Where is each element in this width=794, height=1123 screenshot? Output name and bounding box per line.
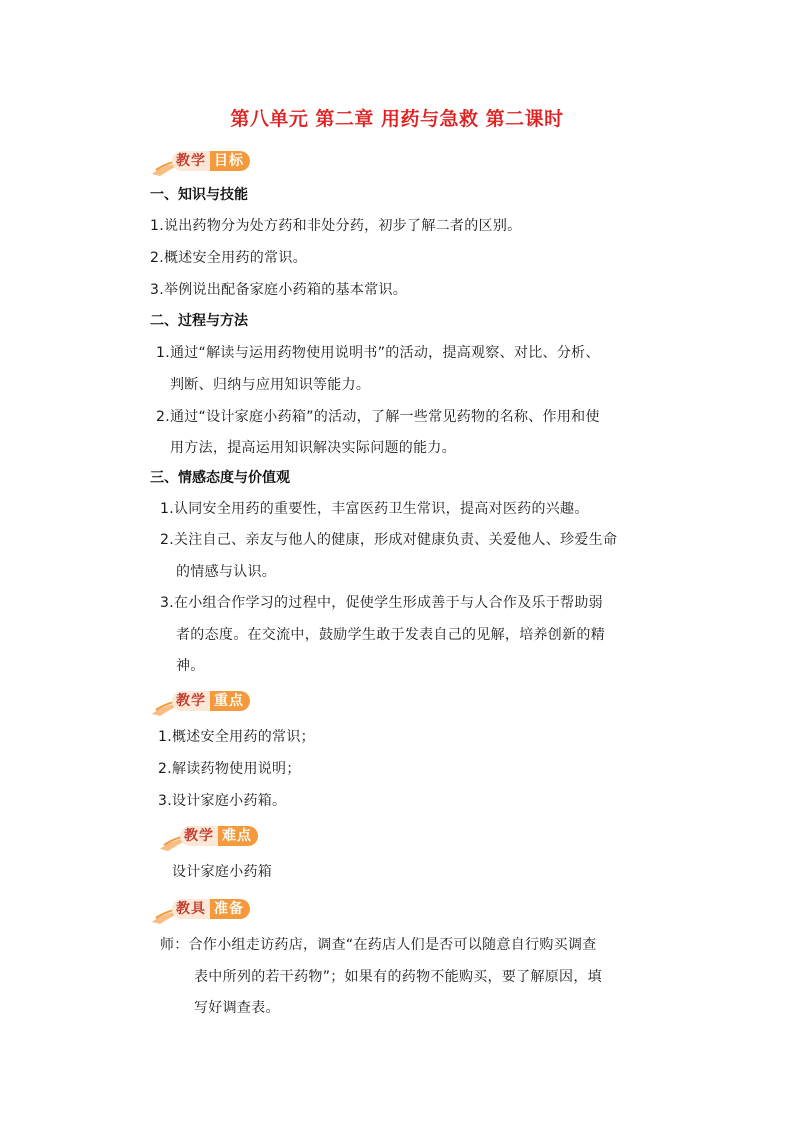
text-line: 的情感与认识。: [176, 564, 277, 580]
text-line: 1.通过“解读与运用药物使用说明书”的活动，提高观察、对比、分析、: [156, 345, 600, 361]
text-line: 2.关注自己、亲友与他人的健康，形成对健康负责、关爱他人、珍爱生命: [160, 532, 618, 548]
badge-label-part1: 教学: [176, 693, 206, 709]
text-line: 判断、归纳与应用知识等能力。: [170, 377, 371, 393]
section-heading: 一、知识与技能: [150, 187, 248, 203]
text-line: 1.说出药物分为处方药和非处分药，初步了解二者的区别。: [150, 218, 522, 234]
text-line: 设计家庭小药箱: [172, 864, 273, 880]
text-line: 2.通过“设计家庭小药箱”的活动，了解一些常见药物的名称、作用和使: [156, 409, 600, 425]
text-line: 写好调查表。: [194, 1000, 280, 1016]
section-heading: 二、过程与方法: [150, 313, 248, 329]
text-line: 表中所列的若干药物”；如果有的药物不能购买，要了解原因，填: [194, 969, 602, 985]
badge-label-part1: 教学: [176, 153, 206, 169]
text-line: 者的态度。在交流中，鼓励学生敢于发表自己的见解，培养创新的精: [176, 627, 605, 643]
text-line: 师：合作小组走访药店，调查“在药店人们是否可以随意自行购买调查: [160, 937, 597, 953]
text-line: 3.在小组合作学习的过程中，促使学生形成善于与人合作及乐于帮助弱: [160, 595, 603, 611]
badge-difficulties: [158, 821, 298, 855]
badge-label-part1: 教具: [176, 901, 206, 917]
text-line: 1.认同安全用药的重要性，丰富医药卫生常识，提高对医药的兴趣。: [160, 501, 589, 517]
badge-label-part1: 教学: [184, 828, 214, 844]
badge-label-part2: 难点: [222, 828, 252, 844]
badge-label-part2: 重点: [214, 693, 244, 709]
section-heading: 三、情感态度与价值观: [150, 470, 290, 486]
badge-preparation: [150, 894, 290, 928]
badge-label-part2: 目标: [214, 153, 244, 169]
text-line: 1.概述安全用药的常识；: [158, 729, 315, 745]
text-line: 3.设计家庭小药箱。: [158, 793, 287, 809]
badge-key-points: [150, 686, 290, 720]
badge-objectives: [150, 146, 290, 180]
badge-label-part2: 准备: [214, 901, 244, 917]
text-line: 2.概述安全用药的常识。: [150, 250, 307, 266]
text-line: 用方法，提高运用知识解决实际问题的能力。: [170, 440, 456, 456]
page-title: 第八单元 第二章 用药与急救 第二课时: [230, 108, 564, 130]
text-line: 2.解读药物使用说明；: [158, 761, 301, 777]
text-line: 神。: [176, 658, 205, 674]
text-line: 3.举例说出配备家庭小药箱的基本常识。: [150, 282, 408, 298]
